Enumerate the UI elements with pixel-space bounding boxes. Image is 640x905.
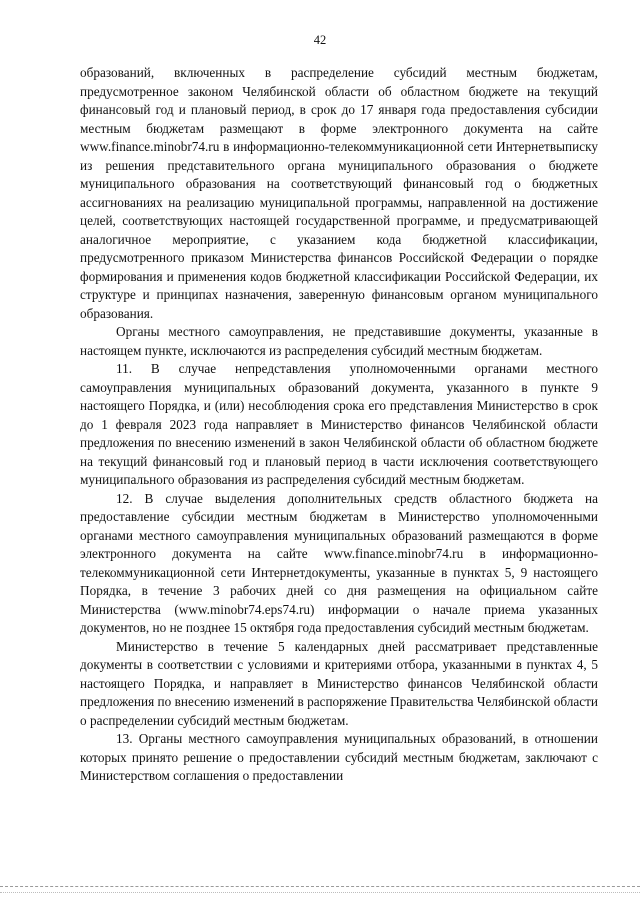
scan-edge-line [0,886,640,887]
paragraph: Органы местного самоуправления, не представившие документы, указанные в настоящем пункте, исключаются из распределения субсидий местным бюджетам. [80,324,598,358]
paragraph: Министерство в течение 5 календарных дней рассматривает представленные документы в соответствии с условиями и критериями отбора, указанными в пунктах 4, 5 настоящего Порядка, и направляет в Министерство финансов Челябинской области предложения по внесению изменений в распоряжение Правительства Челябинской области о распределении субсидий местным бюджетам. [80,638,598,728]
paragraph: образований, включенных в распределение субсидий местным бюджетам, предусмотренное законом Челябинской области об областном бюджете на текущий финансовый год и плановый период, в срок до 17 января года предоставления субсидии местным бюджетам размещают в форме электронного документа на сайте www.finance.minobr74.ru в информационно-телекоммуникационной сети Интернетвыписку из решения представительного органа муниципального образования о бюджете муниципального образования на соответствующий финансовый год о бюджетных ассигнованиях на реализацию муниципальной программы, направленной на достижение целей, соответствующих настоящей государственной программе, и предусматривающей аналогичное мероприятие, с указанием кода бюджетной классификации, предусмотренного приказом Министерства финансов Российской Федерации о порядке формирования и применения кодов бюджетной классификации Российской Федерации, их структуре и принципах назначения, заверенную финансовым органом муниципального образования. [80,65,598,321]
paragraph-item-13: 13. Органы местного самоуправления муниципальных образований, в отношении которых принято решение о предоставлении субсидий местным бюджетам, заключают с Министерством соглашения о предоставлении [80,731,598,783]
scan-edge-line [0,892,640,893]
paragraph-item-12: 12. В случае выделения дополнительных средств областного бюджета на предоставление субсидии местным бюджетам в Министерство уполномоченными органами местного самоуправления муниципальных образований размещаются в форме электронного документа на сайте www.finance.minobr74.ru в информационно-телекоммуникационной сети Интернетдокументы, указанные в пунктах 5, 9 настоящего Порядка, в течение 3 рабочих дней со дня размещения на официальном сайте Министерства (www.minobr74.eps74.ru) информации о начале приема указанных документов, но не позднее 15 октября года предоставления субсидий местным бюджетам. [80,490,598,635]
page-number: 42 [313,33,327,47]
paragraph-item-11: 11. В случае непредставления уполномоченными органами местного самоуправления муниципальных образований документа, указанного в пункте 9 настоящего Порядка, и (или) несоблюдения срока его представления Министерство в срок до 1 февраля 2023 года направляет в Министерство финансов Челябинской области предложения по внесению изменений в закон Челябинской области об областном бюджете на текущий финансовый год и плановый период в части исключения соответствующего муниципального образования из распределения субсидий местным бюджетам. [80,361,598,487]
document-body [80,64,598,786]
